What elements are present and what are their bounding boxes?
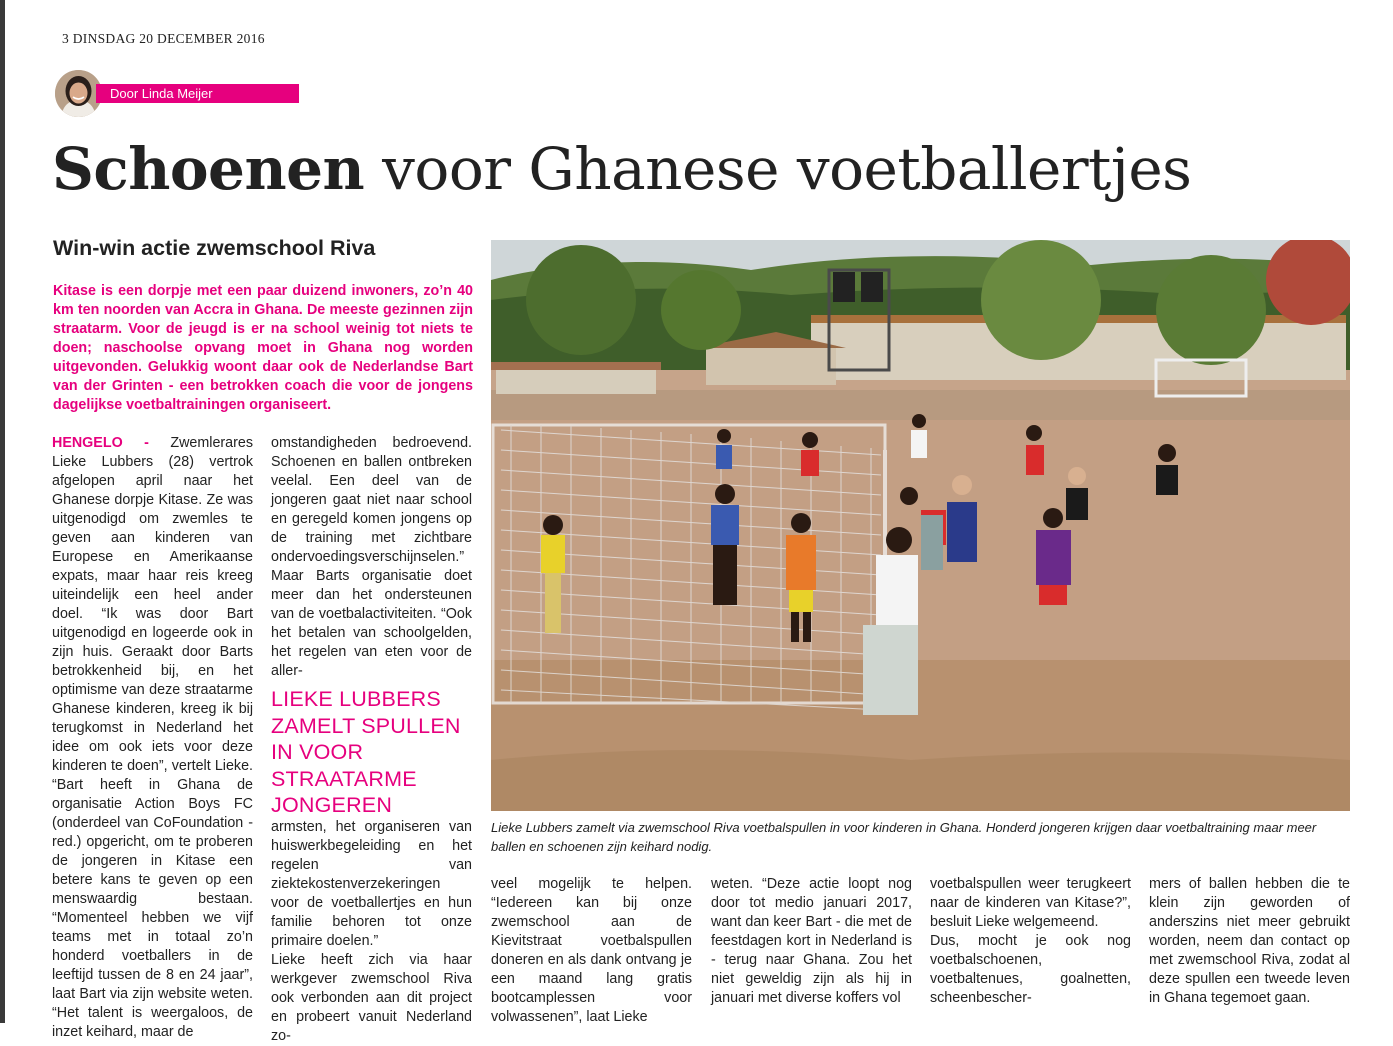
body-column-1-text: Zwemlerares Lieke Lubbers (28) vertrok afgelopen april naar het Ghanese dorpje Kitase. Ze was uitgenodigd om zwemles te geven aan kinderen van Europese en Amerikaanse expats, maar haar reis kreeg uiteindelijk een heel ander doel. “Ik was door Bart uitgenodigd en logeerde ook in zijn huis. Geraakt door Barts betrokkenheid bij, en het optimisme van deze straatarme Ghanese kinderen, kreeg ik bij terugkomst in Nederland het idee om ook iets voor deze kinderen te doen”, vertelt Lieke. “Bart heeft in Ghana de organisatie Action Boys FC (onderdeel van CoFoundation - red.) opgericht, om te proberen de jongeren in Kitase een betere kans te geven op een menswaardig bestaan. “Momenteel hebben we vijf teams met in totaal zo’n honderd voetballers in de leeftijd tussen de 8 en 24 jaar”, laat Bart via zijn website weten. “Het talent is weergaloos, de inzet keihard, maar de	[52, 435, 253, 1040]
article-intro: Kitase is een dorpje met een paar duizend inwoners, zo’n 40 km ten noorden van Accra in Ghana. De meeste gezinnen zijn straatarm. Voor de jeugd is er na school weinig tot niets te doen; naschoolse opvang moet in Ghana nog worden uitgevonden. Gelukkig woont daar ook de Nederlandse Bart van der Grinten - een betrokken coach die voor de jongens dagelijkse voetbaltrainingen organiseert.	[53, 283, 473, 413]
author-portrait	[55, 70, 102, 117]
body-column-5a: voetbalspullen weer terugkeert naar de kinderen van Kitase?”, besluit Lieke welgemeend.	[930, 876, 1131, 930]
page-title	[52, 128, 1191, 210]
body-column-6: mers of ballen hebben die te klein zijn geworden of anderszins niet meer gebruikt worden, neem dan contact op met zwemschool Riva, zodat al deze spullen een tweede leven in Ghana tegemoet gaan.	[1149, 876, 1350, 1006]
body-column-4: weten. “Deze actie loopt nog door tot medio januari 2017, want dan keer Bart - die met de feestdagen kort in Nederland is - terug naar Ghana. Zou het niet geweldig zijn als hij in januari met diverse koffers vol	[711, 876, 912, 1006]
photo-caption: Lieke Lubbers zamelt via zwemschool Riva voetbalspullen in voor kinderen in Ghana. Honderd jongeren krijgen daar voetbaltraining maar meer ballen en schoenen zijn keihard nodig.	[491, 820, 1317, 854]
article-photo	[491, 240, 1350, 811]
page-dateline: 3 DINSDAG 20 DECEMBER 2016	[62, 31, 265, 46]
body-column-2a: omstandigheden bedroevend. Schoenen en ballen ontbreken veelal. Een deel van de jongeren gaat niet naar school en geregeld komen jongens op de training met zichtbare ondervoedingsverschijnselen.” Maar Barts organisatie doet meer dan het ondersteunen van de voetbalactiviteiten. “Ook het betalen van schoolgelden, het regelen van eten voor de aller-	[271, 435, 472, 679]
headline-bold: Schoenen	[52, 135, 365, 203]
body-column-5b: Dus, mocht je ook nog voetbalschoenen, voetbaltenues, goalnetten, scheenbescher-	[930, 933, 1131, 1006]
body-column-1	[52, 434, 253, 1040]
author-avatar	[55, 70, 102, 117]
body-column-3: veel mogelijk te helpen. “Iedereen kan bij onze zwemschool aan de Kievitstraat voetbalspullen doneren en als dank ontvang je een maand lang gratis bootcamplessen voor volwassenen”, laat Lieke	[491, 876, 692, 1025]
body-column-5	[930, 875, 1131, 1008]
body-column-2-bottom	[271, 818, 472, 1046]
article-dateline: HENGELO -	[52, 435, 149, 451]
football-field-photo	[491, 240, 1350, 811]
headline-rest: voor Ghanese voetballertjes	[364, 135, 1192, 203]
author-byline: Door Linda Meijer	[96, 84, 299, 103]
page-edge-bar	[0, 0, 5, 1023]
subheading: Win-win actie zwemschool Riva	[53, 236, 376, 260]
body-column-2b: armsten, het organiseren van huiswerkbegeleiding en het regelen van ziektekostenverzekeringen voor de voetballertjes en hun familie behoren tot onze primaire doelen.”	[271, 819, 472, 949]
pull-quote: LIEKE LUBBERS ZAMELT SPULLEN IN VOOR STRAATARME JONGEREN	[271, 687, 461, 817]
body-column-2c: Lieke heeft zich via haar werkgever zwemschool Riva ook verbonden aan dit project en probeert vanuit Nederland zo-	[271, 952, 472, 1044]
